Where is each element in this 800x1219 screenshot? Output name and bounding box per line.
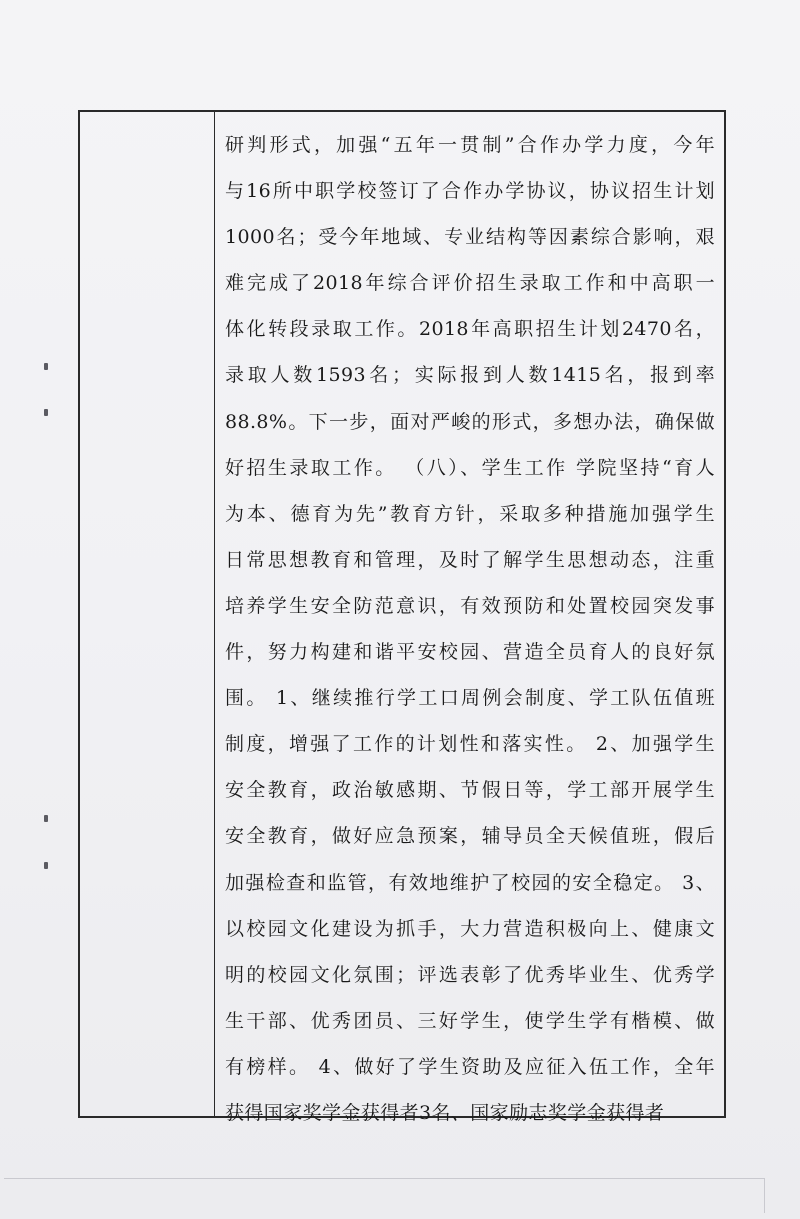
binding-hole-mark xyxy=(44,363,48,370)
text-line: 为本、德育为先”教育方针，采取多种措施加强学生 xyxy=(225,502,715,525)
text-line: 难完成了2018年综合评价招生录取工作和中高职一 xyxy=(225,272,715,295)
text-line: 1000名；受今年地域、专业结构等因素综合影响，艰 xyxy=(225,226,715,249)
text-line: 明的校园文化氛围；评选表彰了优秀毕业生、优秀学 xyxy=(225,963,715,986)
text-line: 制度，增强了工作的计划性和落实性。 2、加强学生 xyxy=(225,733,715,756)
underlying-page-edge xyxy=(4,1178,765,1213)
text-line: 加强检查和监管，有效地维护了校园的安全稳定。 3、 xyxy=(225,871,715,894)
text-line: 好招生录取工作。 （八）、学生工作 学院坚持“育人 xyxy=(225,456,715,479)
text-line: 以校园文化建设为抓手，大力营造积极向上、健康文 xyxy=(225,917,715,940)
text-line: 体化转段录取工作。2018年高职招生计划2470名， xyxy=(225,318,715,341)
content-cell xyxy=(225,122,715,1136)
text-line: 安全教育，政治敏感期、节假日等，学工部开展学生 xyxy=(225,779,715,802)
form-table xyxy=(78,110,726,1124)
text-line: 安全教育，做好应急预案，辅导员全天候值班，假后 xyxy=(225,825,715,848)
column-divider xyxy=(214,112,215,1116)
text-line: 88.8%。下一步，面对严峻的形式，多想办法，确保做 xyxy=(225,410,715,433)
text-line: 录取人数1593名；实际报到人数1415名，报到率 xyxy=(225,364,715,387)
binding-hole-mark xyxy=(44,862,48,869)
binding-hole-mark xyxy=(44,409,48,416)
text-line: 与16所中职学校签订了合作办学协议，协议招生计划 xyxy=(225,180,715,203)
binding-hole-mark xyxy=(44,815,48,822)
text-line: 有榜样。 4、做好了学生资助及应征入伍工作，全年 xyxy=(225,1055,715,1078)
text-line: 日常思想教育和管理，及时了解学生思想动态，注重 xyxy=(225,548,715,571)
text-line: 围。 1、继续推行学工口周例会制度、学工队伍值班 xyxy=(225,687,715,710)
text-line: 件，努力构建和谐平安校园、营造全员育人的良好氛 xyxy=(225,641,715,664)
text-line: 获得国家奖学金获得者3名、国家励志奖学金获得者 xyxy=(225,1101,665,1124)
text-line: 培养学生安全防范意识，有效预防和处置校园突发事 xyxy=(225,594,715,617)
text-line: 研判形式，加强“五年一贯制”合作办学力度，今年 xyxy=(225,134,715,156)
text-line: 生干部、优秀团员、三好学生，使学生学有楷模、做 xyxy=(225,1009,715,1032)
